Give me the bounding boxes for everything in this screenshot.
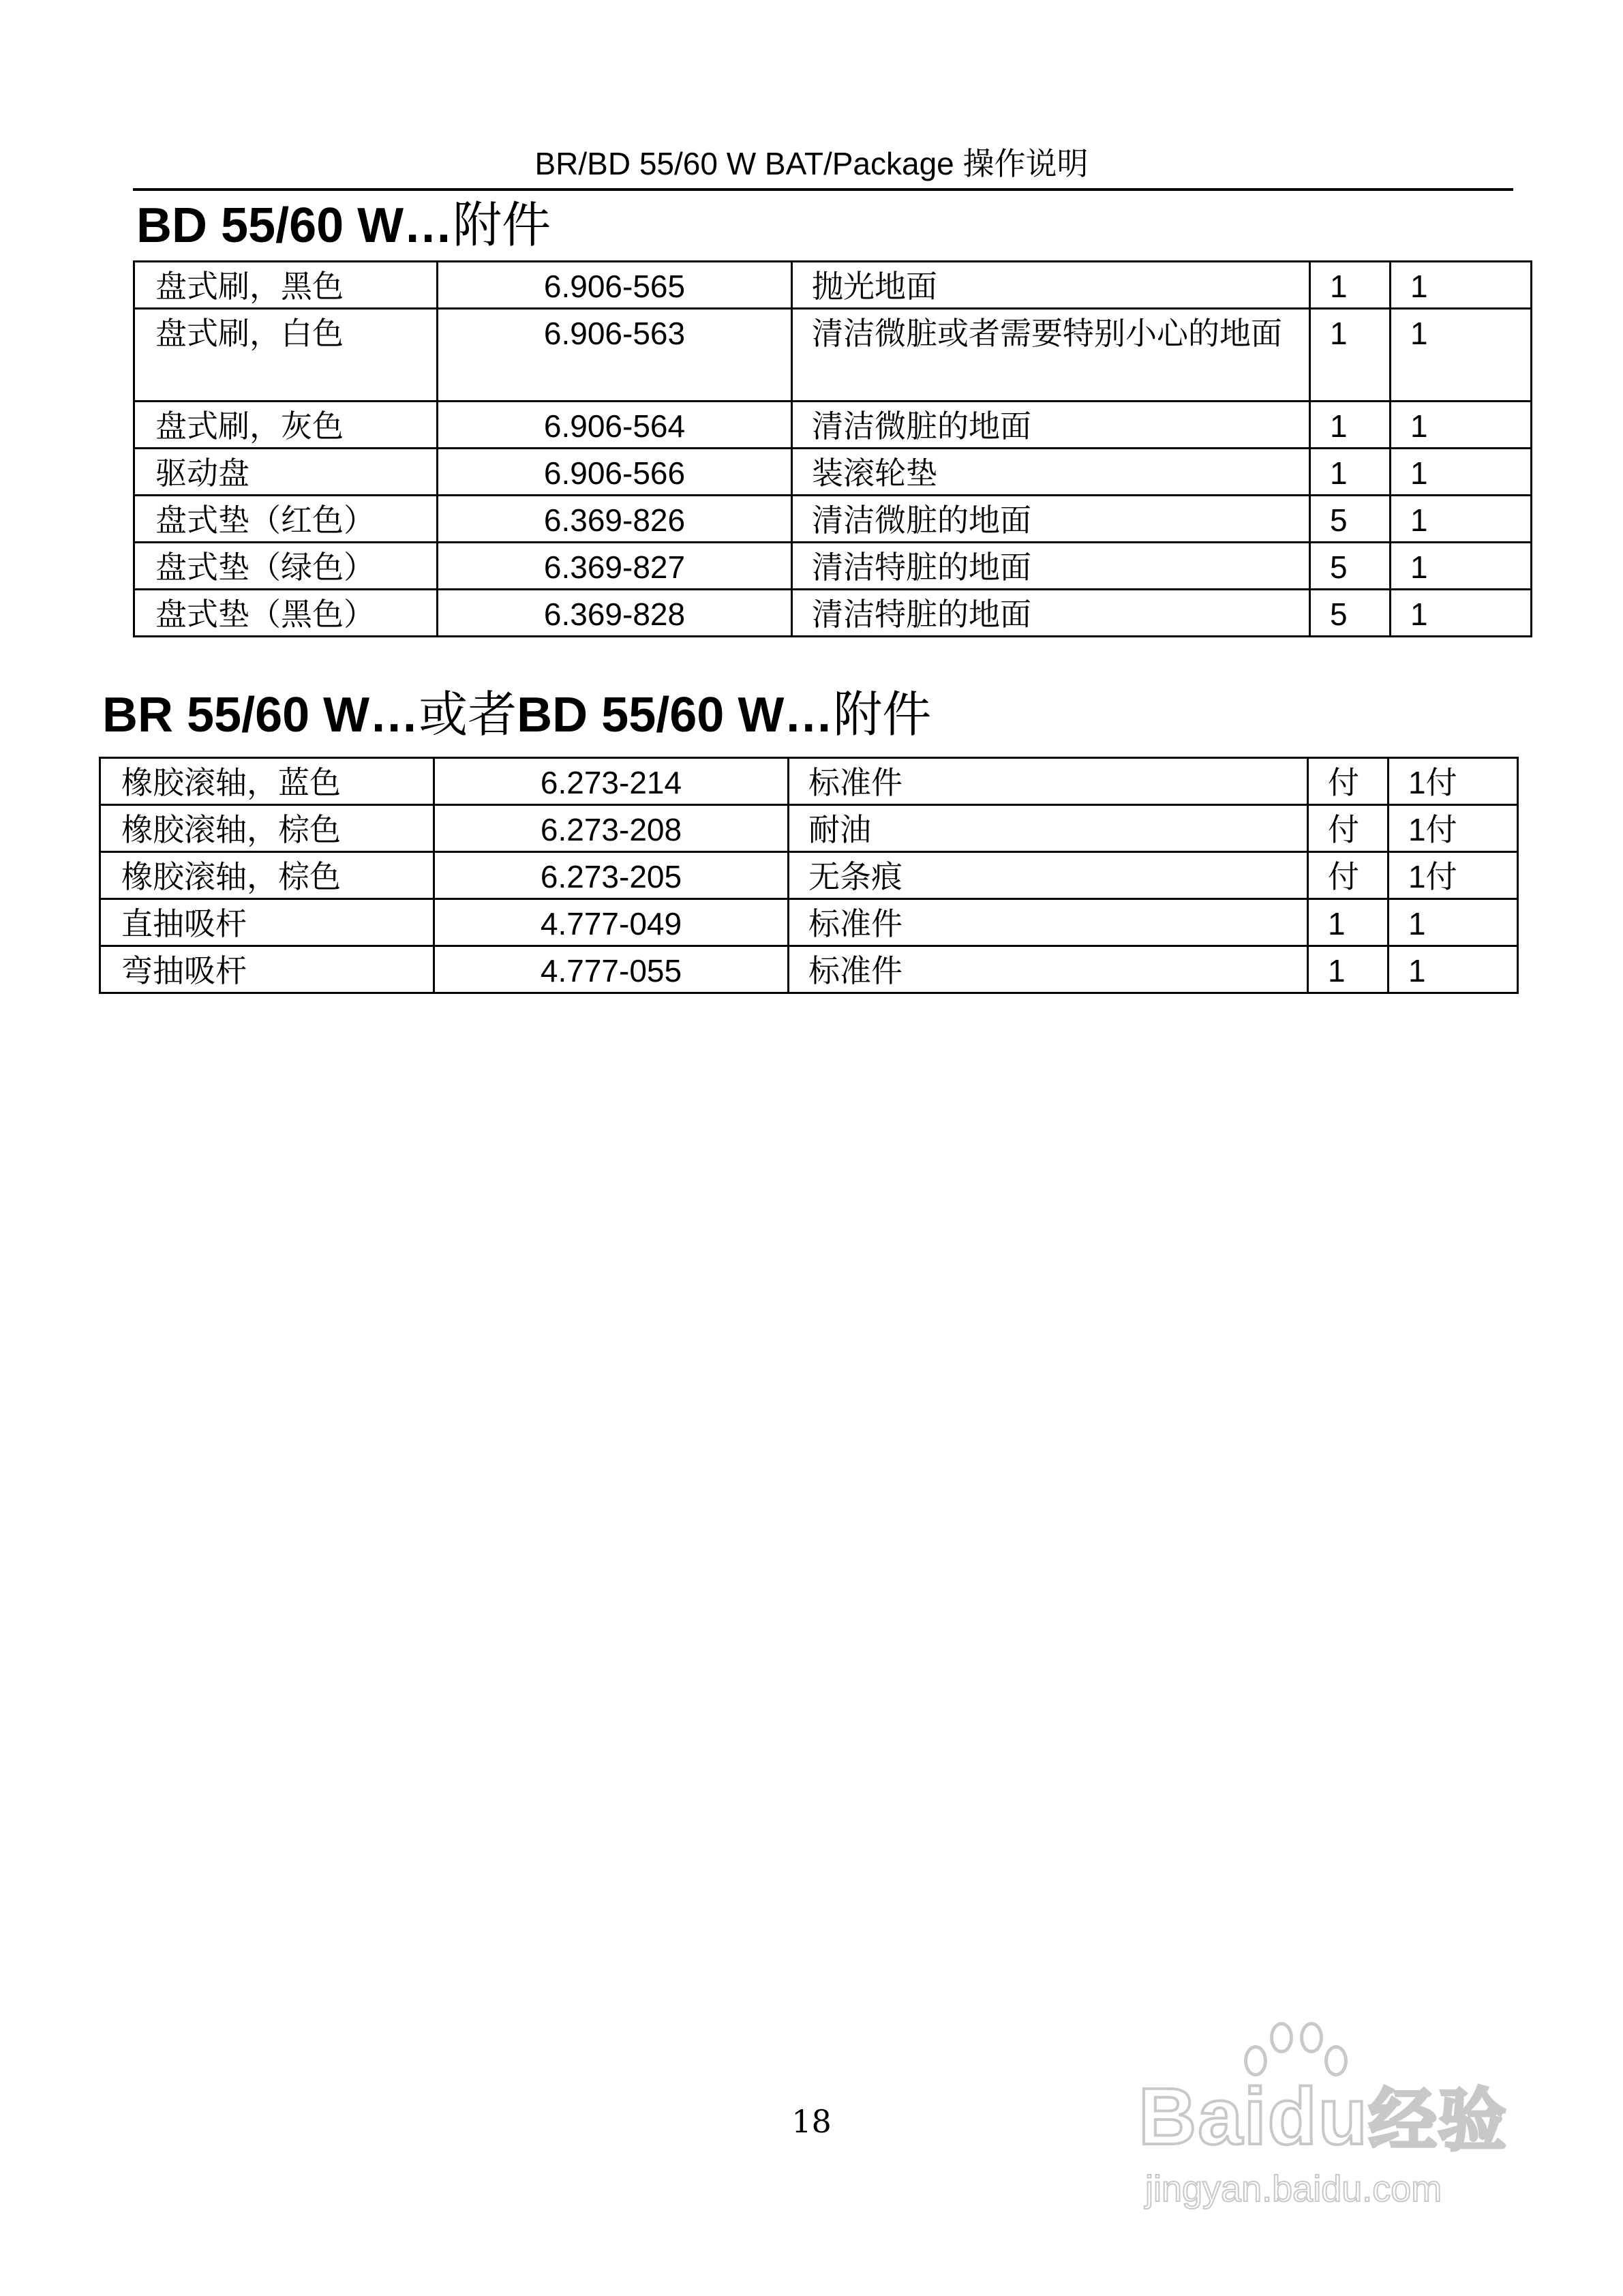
watermark-logo-cjk: 经验 <box>1368 2081 1508 2160</box>
quantity-included: 1 <box>1391 262 1532 309</box>
quantity: 1 <box>1308 899 1389 946</box>
quantity: 5 <box>1310 496 1391 543</box>
quantity: 1 <box>1310 309 1391 402</box>
part-number: 6.906-564 <box>438 402 792 449</box>
quantity: 付 <box>1308 758 1389 805</box>
section-title-bd-accessories <box>136 194 551 256</box>
accessory-name: 盘式垫（红色） <box>134 496 438 543</box>
accessory-description: 无条痕 <box>789 852 1308 899</box>
section-title-connector: 或者 <box>419 686 517 743</box>
watermark-logo-part: Bai <box>1138 2072 1268 2162</box>
quantity-included: 1 <box>1391 496 1532 543</box>
part-number: 6.273-205 <box>434 852 789 899</box>
quantity-included: 1 <box>1389 899 1518 946</box>
accessory-description: 清洁特脏的地面 <box>792 590 1310 637</box>
accessory-name: 盘式垫（绿色） <box>134 543 438 590</box>
watermark-logo-part: du <box>1267 2072 1369 2162</box>
accessory-description: 清洁微脏或者需要特别小心的地面 <box>792 309 1310 402</box>
part-number: 6.906-563 <box>438 309 792 402</box>
part-number: 4.777-055 <box>434 946 789 993</box>
part-number: 6.369-827 <box>438 543 792 590</box>
table-row <box>134 590 1532 637</box>
accessory-description: 抛光地面 <box>792 262 1310 309</box>
table-row <box>134 309 1532 402</box>
part-number: 6.906-566 <box>438 449 792 496</box>
section-title-suffix: 附件 <box>833 686 932 743</box>
part-number: 6.273-214 <box>434 758 789 805</box>
watermark-url: jingyan.baidu.com <box>1145 2169 1442 2209</box>
part-number: 6.369-828 <box>438 590 792 637</box>
accessory-name: 橡胶滚轴，蓝色 <box>100 758 434 805</box>
watermark-logo <box>1138 2066 1508 2164</box>
section-title-model: BD 55/60 W… <box>517 688 834 742</box>
accessory-name: 盘式垫（黑色） <box>134 590 438 637</box>
table-row <box>100 899 1518 946</box>
page-number: 18 <box>791 2103 832 2140</box>
part-number: 6.273-208 <box>434 805 789 852</box>
quantity: 付 <box>1308 805 1389 852</box>
quantity: 5 <box>1310 590 1391 637</box>
accessory-name: 弯抽吸杆 <box>100 946 434 993</box>
table-row <box>100 758 1518 805</box>
section-title-model: BR 55/60 W… <box>102 688 419 742</box>
quantity-included: 1 <box>1389 946 1518 993</box>
table-row <box>134 402 1532 449</box>
quantity: 1 <box>1310 262 1391 309</box>
table-row <box>100 805 1518 852</box>
part-number: 4.777-049 <box>434 899 789 946</box>
accessory-name: 橡胶滚轴，棕色 <box>100 805 434 852</box>
baidu-jingyan-watermark <box>1138 2018 1547 2222</box>
accessory-description: 标准件 <box>789 899 1308 946</box>
accessory-description: 标准件 <box>789 758 1308 805</box>
accessory-description: 标准件 <box>789 946 1308 993</box>
quantity: 1 <box>1308 946 1389 993</box>
accessory-description: 清洁微脏的地面 <box>792 496 1310 543</box>
accessory-name: 直抽吸杆 <box>100 899 434 946</box>
section-title-model: BD 55/60 W… <box>136 198 453 253</box>
header-rule <box>133 188 1513 191</box>
quantity-included: 1付 <box>1389 758 1518 805</box>
accessory-description: 耐油 <box>789 805 1308 852</box>
accessory-name: 盘式刷，白色 <box>134 309 438 402</box>
accessory-description: 清洁特脏的地面 <box>792 543 1310 590</box>
section-title-suffix: 附件 <box>453 196 551 254</box>
quantity: 付 <box>1308 852 1389 899</box>
quantity-included: 1 <box>1391 543 1532 590</box>
page-header: BR/BD 55/60 W BAT/Package 操作说明 <box>534 146 1089 181</box>
quantity-included: 1付 <box>1389 805 1518 852</box>
quantity: 1 <box>1310 449 1391 496</box>
quantity-included: 1 <box>1391 590 1532 637</box>
quantity: 5 <box>1310 543 1391 590</box>
quantity-included: 1 <box>1391 449 1532 496</box>
accessory-name: 橡胶滚轴，棕色 <box>100 852 434 899</box>
quantity-included: 1付 <box>1389 852 1518 899</box>
accessory-name: 盘式刷，黑色 <box>134 262 438 309</box>
table-row <box>100 852 1518 899</box>
table-row <box>134 449 1532 496</box>
table-row <box>134 543 1532 590</box>
accessory-name: 盘式刷，灰色 <box>134 402 438 449</box>
table-row <box>134 496 1532 543</box>
table-row <box>134 262 1532 309</box>
accessory-description: 装滚轮垫 <box>792 449 1310 496</box>
bd-accessories-table <box>133 260 1532 637</box>
part-number: 6.369-826 <box>438 496 792 543</box>
quantity-included: 1 <box>1391 309 1532 402</box>
part-number: 6.906-565 <box>438 262 792 309</box>
table-row <box>100 946 1518 993</box>
quantity-included: 1 <box>1391 402 1532 449</box>
quantity: 1 <box>1310 402 1391 449</box>
br-bd-accessories-table <box>99 757 1519 994</box>
accessory-description: 清洁微脏的地面 <box>792 402 1310 449</box>
accessory-name: 驱动盘 <box>134 449 438 496</box>
section-title-br-or-bd-accessories <box>102 684 931 746</box>
